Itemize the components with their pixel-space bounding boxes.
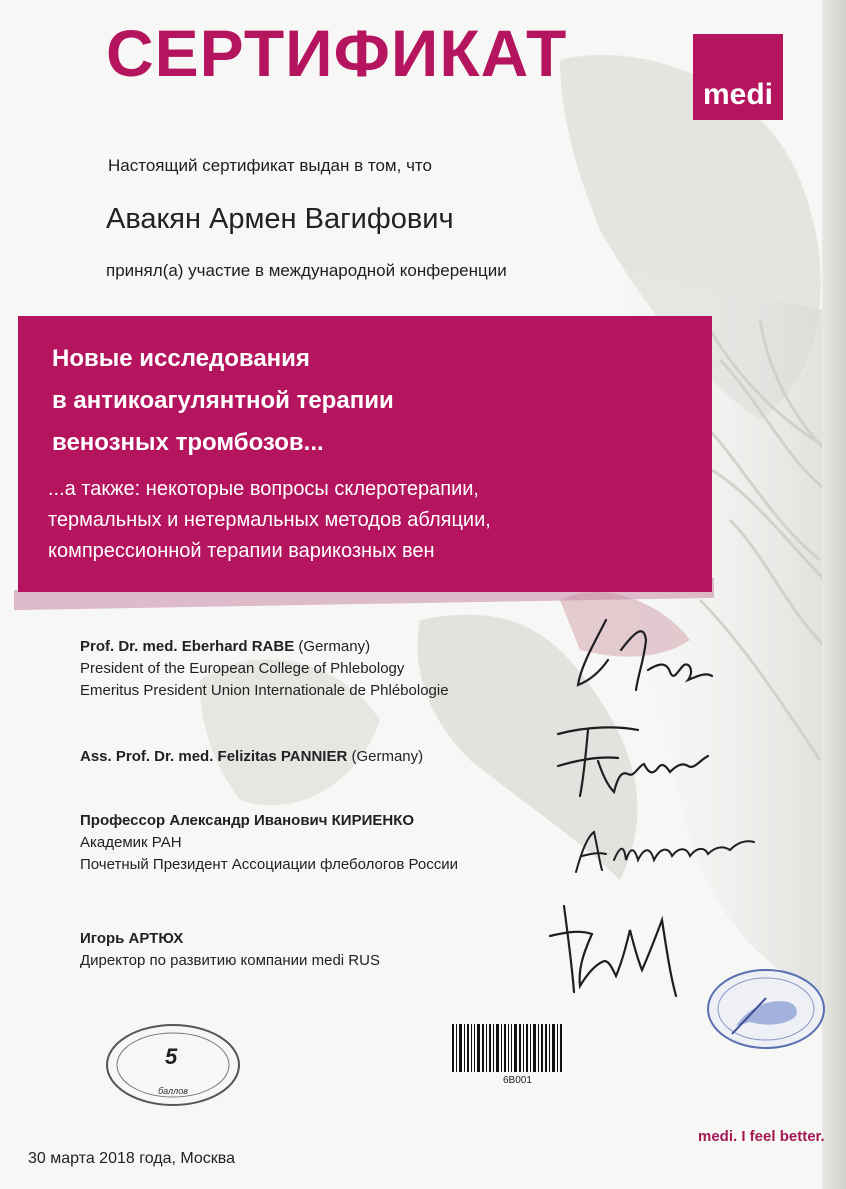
signatory-name: Ass. Prof. Dr. med. Felizitas PANNIER: [80, 748, 348, 765]
signature-rabe: [566, 610, 716, 700]
conference-title-line: венозных тромбозов...: [52, 429, 324, 456]
conference-title: [52, 338, 394, 464]
signatory-role: President of the European College of Phlebology: [80, 660, 405, 677]
brand-tagline: medi. I feel better.: [698, 1128, 825, 1145]
points-unit: баллов: [158, 1086, 188, 1096]
signatory-role: Почетный Президент Ассоциации флебологов России: [80, 856, 458, 873]
signatory-artyukh: [80, 928, 380, 972]
barcode-code: 6B001: [503, 1075, 532, 1086]
conference-title-line: Новые исследования: [52, 345, 310, 372]
signatory-role: Директор по развитию компании medi RUS: [80, 952, 380, 969]
participation-text: принял(а) участие в международной конференции: [106, 261, 507, 280]
signatory-pannier: [80, 746, 423, 768]
barcode: [452, 1024, 572, 1072]
signatory-role: Emeritus President Union Internationale de Phlébologie: [80, 682, 449, 699]
medi-logo: [693, 34, 783, 120]
signatory-name: Игорь АРТЮХ: [80, 930, 184, 947]
conference-subtitle: [48, 474, 491, 567]
conference-title-line: в антикоагулянтной терапии: [52, 387, 394, 414]
signatory-name: Профессор Александр Иванович КИРИЕНКО: [80, 812, 415, 829]
intro-text: Настоящий сертификат выдан в том, что: [108, 156, 432, 175]
signatory-kirienko: [80, 810, 458, 876]
signatory-role: Академик РАН: [80, 834, 182, 851]
signatory-country: (Germany): [298, 638, 371, 655]
signatory-country: (Germany): [351, 748, 424, 765]
signature-pannier: [548, 716, 718, 806]
conference-subtitle-line: термальных и нетермальных методов абляции,: [48, 509, 491, 531]
signatory-name: Prof. Dr. med. Eberhard RABE: [80, 638, 295, 655]
society-seal: [706, 968, 826, 1050]
conference-subtitle-line: компрессионной терапии варикозных вен: [48, 540, 435, 562]
issue-date: 30 марта 2018 года, Москва: [28, 1150, 235, 1167]
signatory-rabe: [80, 636, 449, 702]
signature-kirienko: [568, 820, 758, 882]
signature-artyukh: [546, 896, 696, 1006]
points-value: 5: [165, 1044, 178, 1069]
certificate-title: СЕРТИФИКАТ: [106, 16, 568, 90]
recipient-name: Авакян Армен Вагифович: [106, 203, 454, 235]
logo-text: medi: [702, 78, 773, 111]
conference-subtitle-line: ...а также: некоторые вопросы склеротерапии,: [48, 478, 479, 500]
